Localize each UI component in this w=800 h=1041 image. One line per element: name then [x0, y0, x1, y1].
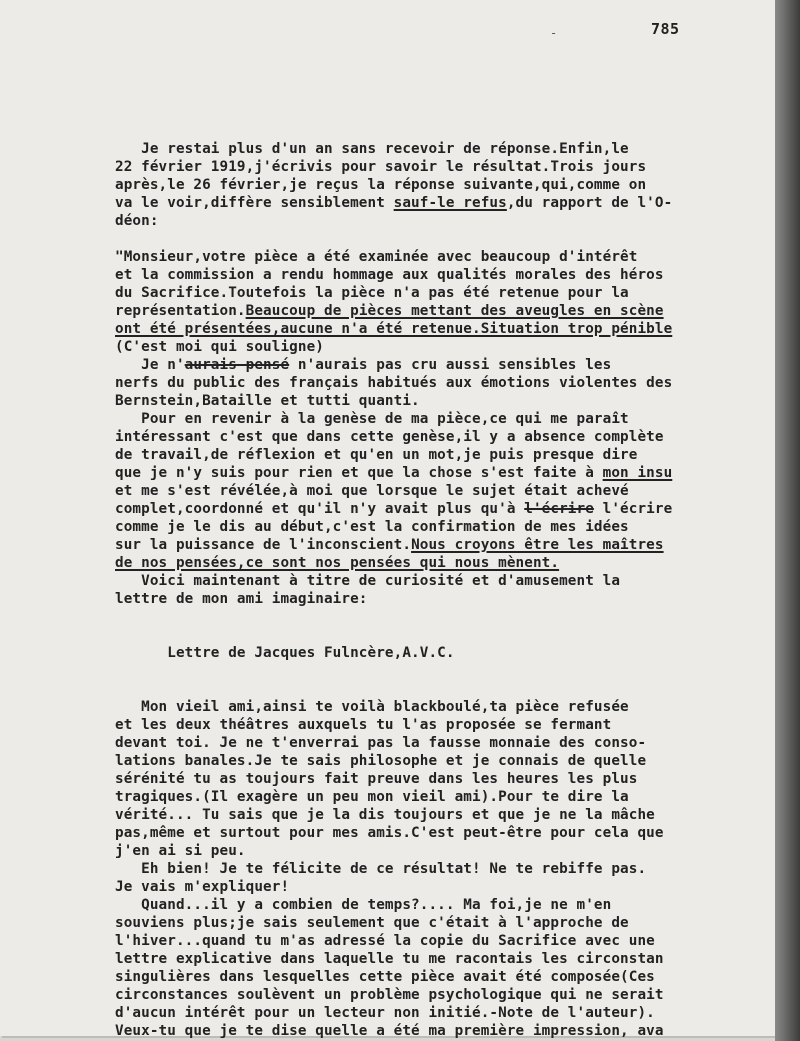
page-mark: -	[550, 26, 558, 40]
text-line: après,le 26 février,je reçus la réponse suivante,qui,comme on	[115, 177, 647, 193]
text-line: Eh bien! Je te félicite de ce résultat! Ne te rebiffe pas.	[115, 861, 647, 877]
text-span: représentation.	[115, 303, 246, 319]
underlined-text: Nous croyons être les maîtres	[411, 537, 664, 553]
text-span: va le voir,diffère sensiblement	[115, 195, 394, 211]
text-line	[115, 536, 775, 554]
text-line: sérénité tu as toujours fait preuve dans les heures les plus	[115, 771, 638, 787]
text-line: lettre de mon ami imaginaire:	[115, 591, 368, 607]
underlined-text: mon insu	[602, 465, 673, 481]
text-span: complet,coordonné et qu'il n'y avait plus qu'à	[115, 501, 525, 517]
text-line: Je restai plus d'un an sans recevoir de réponse.Enfin,le	[115, 141, 629, 157]
text-line: devant toi. Je ne t'enverrai pas la fausse monnaie des conso-	[115, 735, 647, 751]
text-line: pas,même et surtout pour mes amis.C'est peut-être pour cela que	[115, 825, 664, 841]
text-line: Bernstein,Bataille et tutti quanti.	[115, 393, 420, 409]
text-line: d'aucun intérêt pour un lecteur non initié.-Note de l'auteur).	[115, 1005, 655, 1021]
text-line: Pour en revenir à la genèse de ma pièce,ce qui me paraît	[115, 411, 629, 427]
text-line: nerfs du public des français habitués aux émotions violentes des	[115, 375, 673, 391]
text-span: l'écrire	[593, 501, 673, 517]
text-line: Voici maintenant à titre de curiosité et d'amusement la	[115, 573, 621, 589]
text-line: (C'est moi qui souligne)	[115, 339, 324, 355]
underlined-text: ont été présentées,aucune n'a été retenue.Situation trop pénible	[115, 321, 673, 337]
text-line: et me s'est révélée,à moi que lorsque le sujet était achevé	[115, 483, 629, 499]
struck-text: aurais pensé	[184, 357, 290, 373]
text-span: sur la puissance de l'inconscient.	[115, 537, 412, 553]
struck-text: l'écrire	[524, 501, 594, 517]
text-span: Je n'	[115, 357, 185, 373]
page-edge-shadow	[775, 0, 800, 1041]
page-number: 785	[651, 20, 680, 38]
text-line: Mon vieil ami,ainsi te voilà blackboulé,ta pièce refusée	[115, 699, 629, 715]
text-span: ,du rapport de l'O-	[506, 195, 673, 211]
text-line: l'hiver...quand tu m'as adressé la copie du Sacrifice avec une	[115, 933, 655, 949]
text-line: Quand...il y a combien de temps?.... Ma foi,je ne m'en	[115, 897, 612, 913]
text-span: n'aurais pas cru aussi sensibles les	[289, 357, 612, 373]
underlined-text: sauf-le refus	[393, 195, 507, 211]
text-line: souviens plus;je sais seulement que c'était à l'approche de	[115, 915, 629, 931]
letter-heading: Lettre de Jacques Fulncère,A.V.C.	[115, 645, 455, 661]
text-line: 22 février 1919,j'écrivis pour savoir le résultat.Trois jours	[115, 159, 647, 175]
text-line: j'en ai si peu.	[115, 843, 246, 859]
text-line	[115, 500, 775, 518]
text-line	[115, 302, 775, 320]
text-line: lettre explicative dans laquelle tu me racontais les circonstan	[115, 951, 664, 967]
text-line: Veux-tu que je te dise quelle a été ma première impression, ava	[115, 1023, 664, 1039]
text-line: et la commission a rendu hommage aux qualités morales des héros	[115, 267, 664, 283]
text-line: déon:	[115, 213, 159, 229]
text-line: tragiques.(Il exagère un peu mon vieil ami).Pour te dire la	[115, 789, 629, 805]
text-line: intéressant c'est que dans cette genèse,il y a absence complète	[115, 429, 664, 445]
text-line: de travail,de réflexion et qu'en un mot,je puis presque dire	[115, 447, 638, 463]
text-line: vérité... Tu sais que je la dis toujours et que je ne la mâche	[115, 807, 655, 823]
text-line	[115, 356, 775, 374]
text-line: singulières dans lesquelles cette pièce avait été composée(Ces	[115, 969, 655, 985]
text-line: "Monsieur,votre pièce a été examinée avec beaucoup d'intérêt	[115, 249, 638, 265]
text-line: du Sacrifice.Toutefois la pièce n'a pas été retenue pour la	[115, 285, 629, 301]
underlined-text: de nos pensées,ce sont nos pensées qui nous mènent.	[115, 555, 560, 571]
underlined-text: Beaucoup de pièces mettant des aveugles en scène	[245, 303, 664, 319]
text-line: Je vais m'expliquer!	[115, 879, 290, 895]
text-line	[115, 194, 775, 212]
text-line: comme je le dis au début,c'est la confirmation de mes idées	[115, 519, 629, 535]
text-line	[115, 464, 775, 482]
text-line: circonstances soulèvent un problème psychologique qui ne serait	[115, 987, 664, 1003]
text-span: que je n'y suis pour rien et que la chose s'est faite à	[115, 465, 603, 481]
typed-text	[115, 140, 775, 1040]
text-line: lations banales.Je te sais philosophe et je connais de quelle	[115, 753, 647, 769]
text-line: et les deux théâtres auxquels tu l'as proposée se fermant	[115, 717, 612, 733]
